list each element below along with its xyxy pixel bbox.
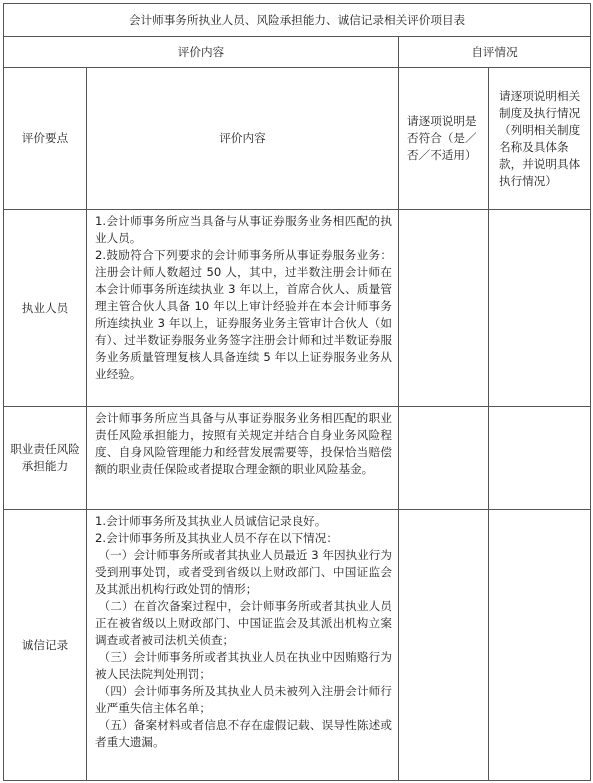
row-content <box>87 210 399 407</box>
content-paragraph: 1.会计师事务所及其执业人员诚信记录良好。 <box>95 514 327 528</box>
content-paragraph: （五）备案材料或者信息不存在虚假记载、误导性陈述或者重大遗漏。 <box>95 718 392 749</box>
row-label: 职业责任风险承担能力 <box>4 407 87 510</box>
table-row <box>4 407 591 510</box>
content-paragraph: 会计师事务所应当具备与从事证券服务业务相匹配的职业责任风险承担能力，按照有关规定并结合自身业务风险程度、自身风险管理能力和经营发展需要等，投保恰当赔偿额的职业责任保险或者提取合理金额的职业风险基金。 <box>95 411 392 476</box>
content-paragraph: （三）会计师事务所或者其执业人员在执业中因贿赂行为被人民法院判处刑罚； <box>95 650 392 681</box>
header-key-point: 评价要点 <box>4 68 87 210</box>
header-self-eval-group: 自评情况 <box>399 37 591 68</box>
content-paragraph: （一）会计师事务所或者其执业人员最近 3 年因执业行为受到刑事处罚，或者受到省级以上财政部门、中国证监会及其派出机构行政处罚的情形； <box>95 548 392 596</box>
explanation-cell[interactable] <box>489 407 591 510</box>
header-eval-content-group: 评价内容 <box>4 37 399 68</box>
header-explanation: 请逐项说明相关制度及执行情况（列明相关制度名称及具体条款，并说明具体执行情况） <box>489 68 591 210</box>
content-paragraph: 2.会计师事务所及其执业人员不存在以下情况： <box>95 531 338 545</box>
compliance-cell[interactable] <box>399 510 489 781</box>
compliance-cell[interactable] <box>399 210 489 407</box>
content-paragraph: （四）会计师事务所及其执业人员未被列入注册会计师行业严重失信主体名单； <box>95 684 392 715</box>
content-paragraph: 1.会计师事务所应当具备与从事证券服务业务相匹配的执业人员。 <box>95 214 392 245</box>
explanation-cell[interactable] <box>489 210 591 407</box>
content-paragraph: 2.鼓励符合下列要求的会计师事务所从事证券服务业务：注册会计师人数超过 50 人，其中，过半数注册会计师在本会计师事务所连续执业 3 年以上，首席合伙人、质量管理主管合伙人具备 10 年以上审计经验并在本会计师事务所连续执业 3 年以上，证券服务业务主管审计合伙人（如有）、过半数证券服务业务签字注册会计师和过半数证券服务业务质量管理复核人具备连续 5 年以上证券服务业务从业经验。 <box>95 248 392 381</box>
table-title: 会计师事务所执业人员、风险承担能力、诚信记录相关评价项目表 <box>4 4 591 37</box>
row-content <box>87 510 399 781</box>
explanation-cell[interactable] <box>489 510 591 781</box>
header-content: 评价内容 <box>87 68 399 210</box>
header-compliance: 请逐项说明是否符合（是／否／不适用） <box>399 68 489 210</box>
content-paragraph: （二）在首次备案过程中，会计师事务所或者其执业人员正在被省级以上财政部门、中国证监会及其派出机构立案调查或者被司法机关侦查； <box>95 599 392 647</box>
row-label: 执业人员 <box>4 210 87 407</box>
evaluation-table <box>3 3 591 781</box>
row-content <box>87 407 399 510</box>
compliance-cell[interactable] <box>399 407 489 510</box>
table-row <box>4 510 591 781</box>
table-row <box>4 210 591 407</box>
row-label: 诚信记录 <box>4 510 87 781</box>
